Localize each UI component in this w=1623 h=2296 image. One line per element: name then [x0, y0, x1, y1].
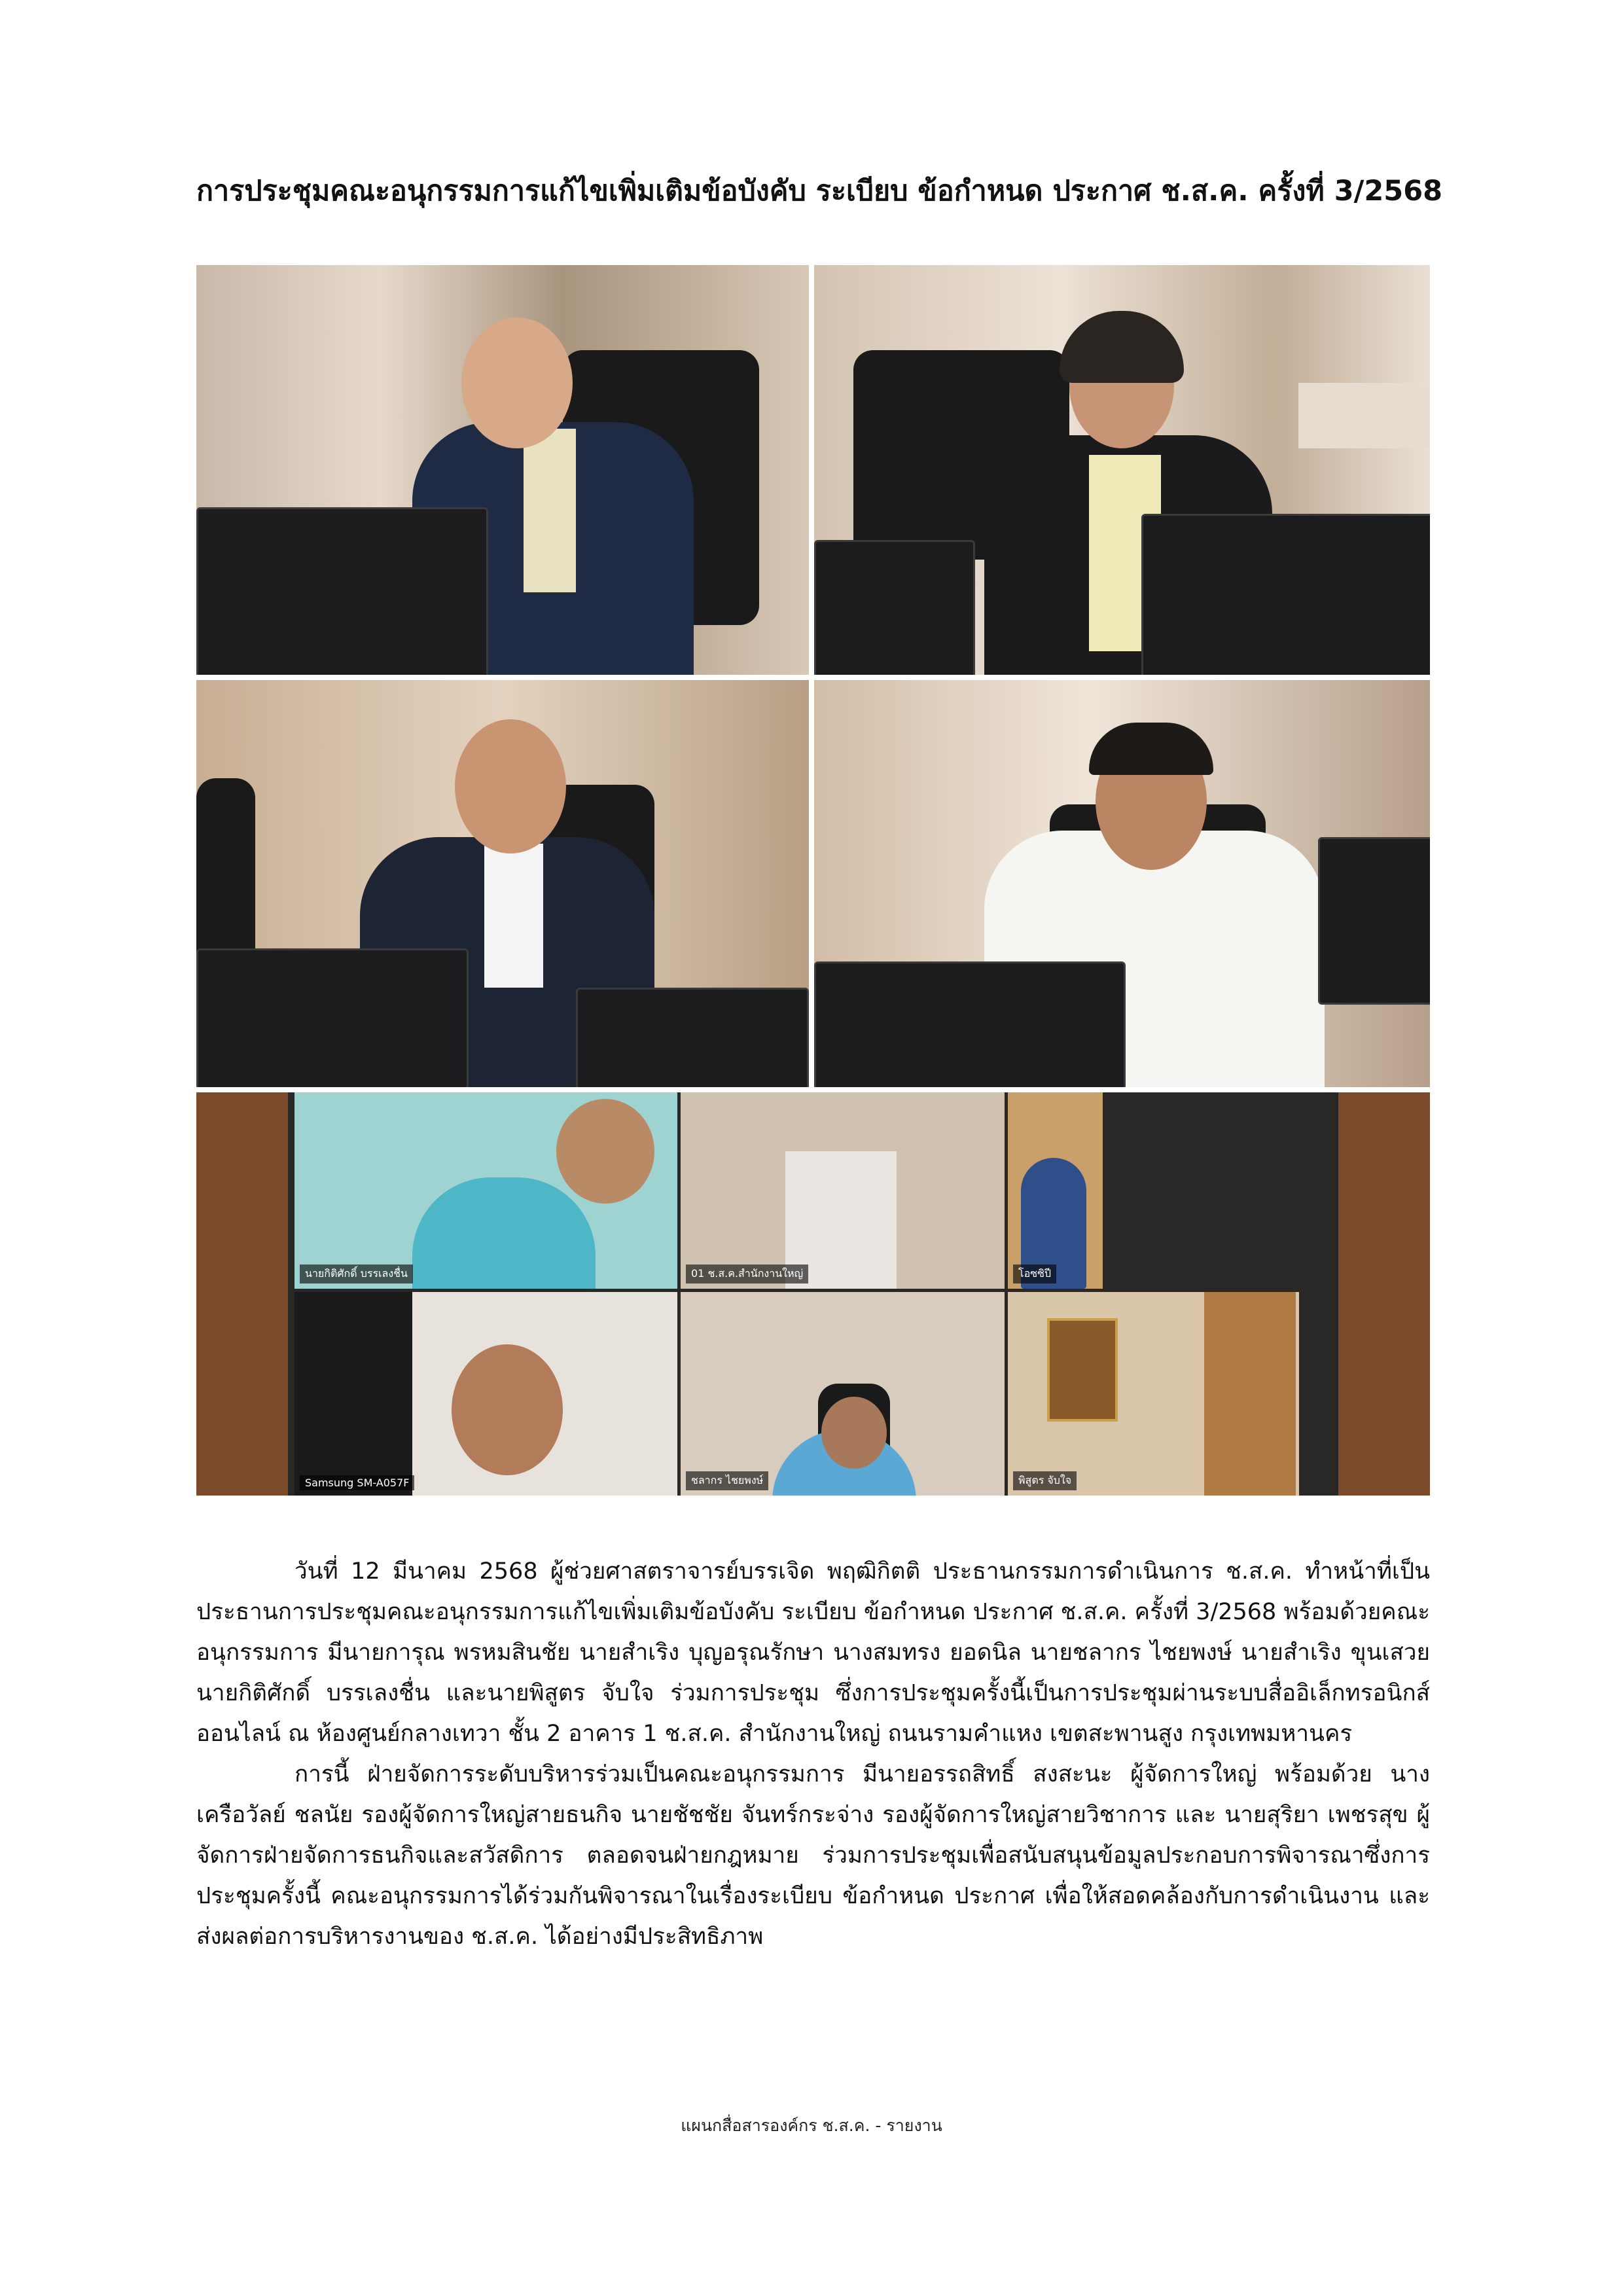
video-tile-label: 01 ช.ส.ค.สำนักงานใหญ่ [686, 1265, 808, 1283]
monitor [814, 540, 975, 675]
photo-committee-man-suit [196, 680, 809, 1087]
body-text [196, 1551, 1430, 1957]
video-tile-6 [1008, 1292, 1299, 1496]
monitor [1141, 514, 1430, 675]
video-tile-label: ชลากร ไชยพงษ์ [686, 1471, 768, 1490]
video-tile-3 [1008, 1092, 1103, 1289]
photo-video-conference-screen [196, 1092, 1430, 1496]
video-tile-label: โอซซิปี [1013, 1265, 1056, 1283]
paragraph-1: วันที่ 12 มีนาคม 2568 ผู้ช่วยศาสตราจารย์บรรเจิด พฤฒิกิตติ ประธานกรรมการดำเนินการ ช.ส.ค. ทำหน้าที่เป็นประธานการประชุมคณะอนุกรรมการแก้ไขเพิ่มเติมข้อบังคับ ระเบียบ ข้อกำหนด ประกาศ ช.ส.ค. ครั้งที่ 3/2568 พร้อมด้วยคณะอนุกรรมการ มีนายการุณ พรหมสินชัย นายสำเริง บุญอรุณรักษา นางสมทรง ยอดนิล นายชลากร ไชยพงษ์ นายสำเริง ขุนเสวย นายกิติศักดิ์ บรรเลงชื่น และนายพิสูตร จับใจ ร่วมการประชุม ซึ่งการประชุมครั้งนี้เป็นการประชุมผ่านระบบสื่ออิเล็กทรอนิกส์ออนไลน์ ณ ห้องศูนย์กลางเทวา ชั้น 2 อาคาร 1 ช.ส.ค. สำนักงานใหญ่ ถนนรามคำแหง เขตสะพานสูง กรุงเทพมหานคร [196, 1558, 1430, 1747]
wall-left [196, 1092, 288, 1496]
bookshelf [1204, 1292, 1296, 1496]
video-tile-label: Samsung SM-A057F [300, 1475, 414, 1490]
video-tile-4 [294, 1292, 677, 1496]
person-head [455, 719, 566, 853]
desk [1298, 383, 1429, 448]
person-hair [1060, 311, 1184, 383]
video-tile-1 [294, 1092, 677, 1289]
person-head [461, 317, 573, 448]
monitor [576, 988, 809, 1087]
footer-credit: แผนกสื่อสารองค์กร ช.ส.ค. - รายงาน [681, 2116, 942, 2135]
video-tile-5 [681, 1292, 1005, 1496]
tile-black-area [294, 1292, 412, 1496]
person-hair [1089, 723, 1213, 775]
photo-collage [196, 265, 1430, 1496]
document-title: การประชุมคณะอนุกรรมการแก้ไขเพิ่มเติมข้อบังคับ ระเบียบ ข้อกำหนด ประกาศ ช.ส.ค. ครั้งที่ 3/2568 [196, 175, 1443, 207]
video-tile-2 [681, 1092, 1005, 1289]
monitor [196, 948, 469, 1087]
person-head [556, 1099, 654, 1204]
person-shirt [412, 1177, 596, 1289]
wall-right [1338, 1092, 1430, 1496]
photo-committee-man-white [814, 680, 1430, 1087]
person-head [452, 1344, 563, 1475]
portrait-frame [1047, 1318, 1118, 1422]
monitor [814, 961, 1126, 1087]
photo-chairman-speaking [196, 265, 809, 675]
paragraph-2: การนี้ ฝ่ายจัดการระดับบริหารร่วมเป็นคณะอนุกรรมการ มีนายอรรถสิทธิ์ สงสะนะ ผู้จัดการใหญ่ พร้อมด้วย นางเครือวัลย์ ชลนัย รองผู้จัดการใหญ่สายธนกิจ นายชัชชัย จันทร์กระจ่าง รองผู้จัดการใหญ่สายวิชาการ และ นายสุริยา เพชรสุข ผู้จัดการฝ่ายจัดการธนกิจและสวัสดิการ ตลอดจนฝ่ายกฎหมาย ร่วมการประชุมเพื่อสนับสนุนข้อมูลประกอบการพิจารณาซึ่งการประชุมครั้งนี้ คณะอนุกรรมการได้ร่วมกันพิจารณาในเรื่องระเบียบ ข้อกำหนด ประกาศ เพื่อให้สอดคล้องกับการดำเนินงาน และส่งผลต่อการบริหารงานของ ช.ส.ค. ได้อย่างมีประสิทธิภาพ [196, 1761, 1430, 1950]
photo-committee-woman [814, 265, 1430, 675]
monitor [1318, 837, 1430, 1005]
monitor [196, 507, 488, 675]
video-tile-label: นายกิติศักดิ์ บรรเลงชื่น [300, 1265, 413, 1283]
person-shirt [484, 844, 543, 988]
video-tile-label: พิสูตร จับใจ [1013, 1471, 1077, 1490]
person-head [821, 1397, 887, 1469]
person-shirt [524, 429, 576, 592]
